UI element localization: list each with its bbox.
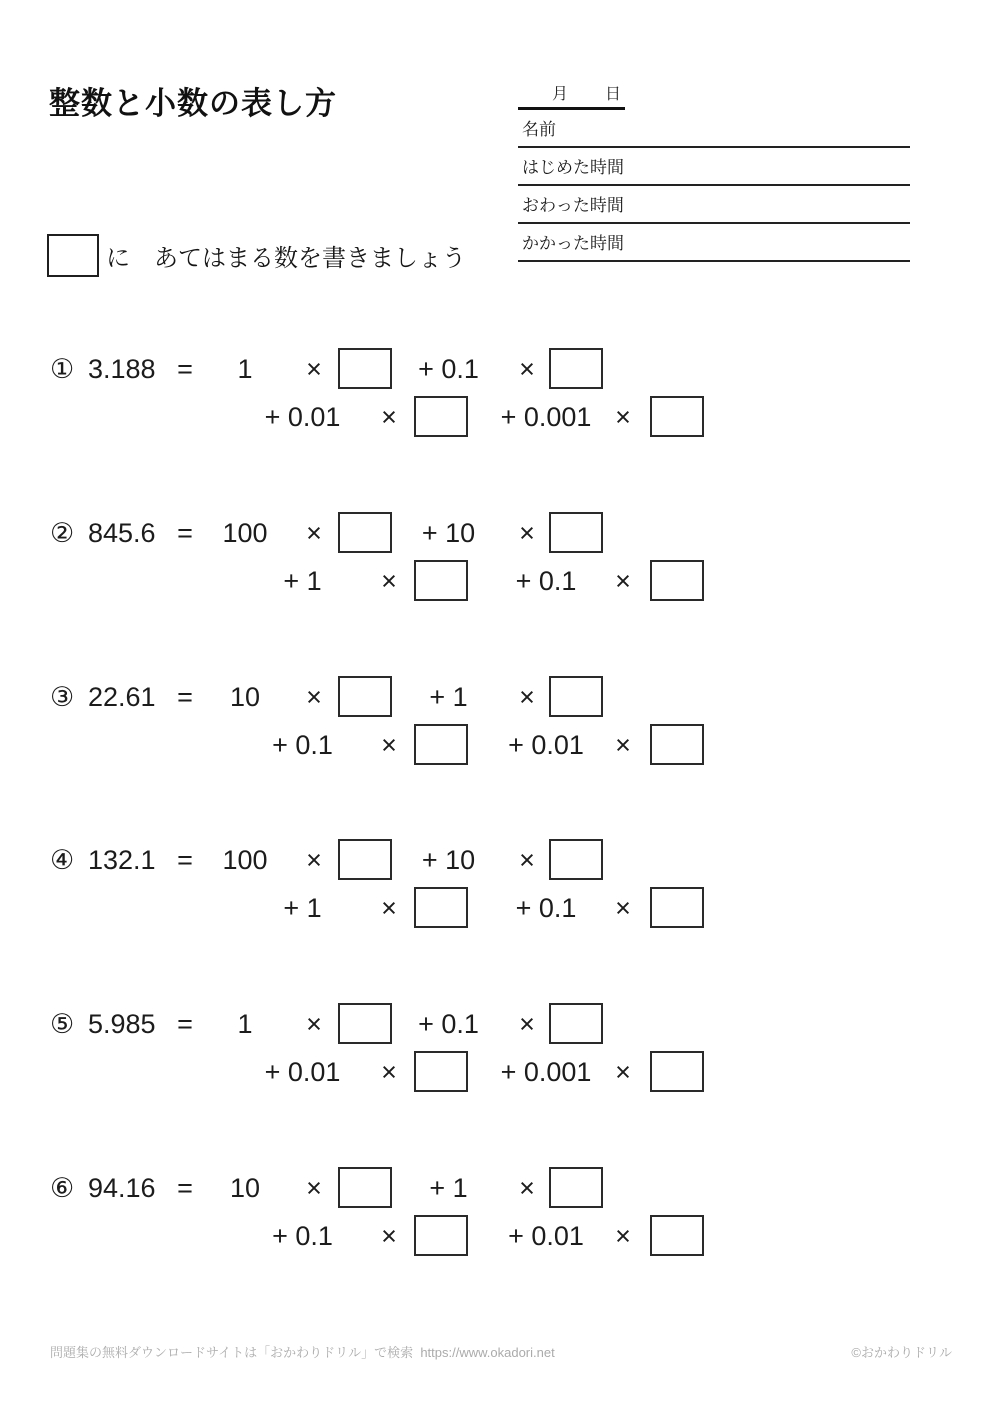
target-value: 94.16 xyxy=(88,1173,156,1203)
times-sign: × xyxy=(381,730,397,760)
plus-multiplier-2: + 10 xyxy=(421,845,476,875)
answer-box[interactable] xyxy=(549,839,603,880)
multiplier-1: 10 xyxy=(229,682,261,712)
times-sign: × xyxy=(306,845,322,875)
plus-multiplier-3: + 0.01 xyxy=(264,402,341,432)
date-field[interactable] xyxy=(518,84,625,110)
header-form xyxy=(518,84,910,262)
equals-sign: = xyxy=(177,354,193,384)
times-sign: × xyxy=(381,893,397,923)
plus-multiplier-2: + 1 xyxy=(429,1173,468,1203)
answer-box[interactable] xyxy=(549,512,603,553)
times-sign: × xyxy=(519,518,535,548)
plus-multiplier-3: + 0.1 xyxy=(272,1221,333,1251)
plus-multiplier-4: + 0.001 xyxy=(500,402,592,432)
multiplier-1: 1 xyxy=(237,1009,253,1039)
end-time-label: おわった時間 xyxy=(522,196,624,215)
answer-box[interactable] xyxy=(338,348,392,389)
times-sign: × xyxy=(306,354,322,384)
times-sign: × xyxy=(306,1173,322,1203)
multiplier-1: 100 xyxy=(222,518,268,548)
start-time-input-area[interactable] xyxy=(624,148,910,178)
problem-number: ④ xyxy=(50,845,75,875)
name-field xyxy=(518,110,910,148)
plus-multiplier-2: + 0.1 xyxy=(418,354,479,384)
problem-3 xyxy=(50,676,730,771)
times-sign: × xyxy=(381,1221,397,1251)
problem-6 xyxy=(50,1167,730,1262)
times-sign: × xyxy=(381,1057,397,1087)
plus-multiplier-4: + 0.01 xyxy=(508,1221,584,1251)
start-time-field xyxy=(518,148,910,186)
times-sign: × xyxy=(615,1057,631,1087)
times-sign: × xyxy=(306,518,322,548)
problem-4 xyxy=(50,839,730,934)
footer xyxy=(50,1342,952,1361)
multiplier-1: 100 xyxy=(222,845,268,875)
times-sign: × xyxy=(615,402,631,432)
times-sign: × xyxy=(519,1173,535,1203)
problem-1 xyxy=(50,348,730,443)
answer-box[interactable] xyxy=(549,676,603,717)
target-value: 845.6 xyxy=(88,518,156,548)
start-time-label: はじめた時間 xyxy=(522,158,624,177)
problem-number: ② xyxy=(50,518,75,548)
name-input-area[interactable] xyxy=(556,110,910,140)
answer-box[interactable] xyxy=(414,887,468,928)
equals-sign: = xyxy=(177,1173,193,1203)
problem-5 xyxy=(50,1003,730,1098)
answer-box[interactable] xyxy=(414,1215,468,1256)
answer-box[interactable] xyxy=(650,724,704,765)
answer-box[interactable] xyxy=(650,887,704,928)
answer-box[interactable] xyxy=(549,348,603,389)
equals-sign: = xyxy=(177,845,193,875)
times-sign: × xyxy=(615,1221,631,1251)
multiplier-1: 10 xyxy=(229,1173,261,1203)
multiplier-1: 1 xyxy=(237,354,253,384)
problem-number: ③ xyxy=(50,682,75,712)
instruction-text: に あてはまる数を書きましょう xyxy=(106,245,466,272)
plus-multiplier-4: + 0.1 xyxy=(515,893,577,923)
times-sign: × xyxy=(519,354,535,384)
answer-box[interactable] xyxy=(650,396,704,437)
times-sign: × xyxy=(306,1009,322,1039)
problem-2 xyxy=(50,512,730,607)
times-sign: × xyxy=(615,730,631,760)
answer-box[interactable] xyxy=(414,724,468,765)
day-label: 日 xyxy=(605,86,622,103)
target-value: 22.61 xyxy=(88,682,156,712)
times-sign: × xyxy=(615,566,631,596)
answer-box[interactable] xyxy=(650,1051,704,1092)
example-box xyxy=(47,234,99,277)
target-value: 132.1 xyxy=(88,845,156,875)
elapsed-time-field xyxy=(518,224,910,262)
answer-box[interactable] xyxy=(414,560,468,601)
problem-number: ① xyxy=(50,354,75,384)
elapsed-time-input-area[interactable] xyxy=(624,224,910,254)
plus-multiplier-2: + 1 xyxy=(429,682,468,712)
end-time-input-area[interactable] xyxy=(624,186,910,216)
plus-multiplier-2: + 0.1 xyxy=(418,1009,479,1039)
times-sign: × xyxy=(381,566,397,596)
target-value: 5.985 xyxy=(88,1009,156,1039)
times-sign: × xyxy=(519,845,535,875)
page-title: 整数と小数の表し方 xyxy=(49,86,337,121)
elapsed-time-label: かかった時間 xyxy=(522,234,624,253)
times-sign: × xyxy=(306,682,322,712)
answer-box[interactable] xyxy=(414,396,468,437)
month-label: 月 xyxy=(552,86,569,103)
equals-sign: = xyxy=(177,682,193,712)
equals-sign: = xyxy=(177,1009,193,1039)
times-sign: × xyxy=(381,402,397,432)
answer-box[interactable] xyxy=(338,1003,392,1044)
times-sign: × xyxy=(615,893,631,923)
plus-multiplier-4: + 0.001 xyxy=(500,1057,592,1087)
end-time-field xyxy=(518,186,910,224)
answer-box[interactable] xyxy=(338,676,392,717)
plus-multiplier-3: + 0.1 xyxy=(272,730,333,760)
footer-site-info: 問題集の無料ダウンロードサイトは「おかわりドリル」で検索 https://www.okadori.net xyxy=(50,1345,555,1360)
answer-box[interactable] xyxy=(650,560,704,601)
name-label: 名前 xyxy=(522,120,556,139)
problem-number: ⑥ xyxy=(50,1173,75,1203)
target-value: 3.188 xyxy=(88,354,156,384)
times-sign: × xyxy=(519,1009,535,1039)
plus-multiplier-3: + 1 xyxy=(283,566,322,596)
answer-box[interactable] xyxy=(338,839,392,880)
answer-box[interactable] xyxy=(414,1051,468,1092)
answer-box[interactable] xyxy=(650,1215,704,1256)
plus-multiplier-3: + 0.01 xyxy=(264,1057,341,1087)
answer-box[interactable] xyxy=(338,512,392,553)
plus-multiplier-2: + 10 xyxy=(421,518,476,548)
problem-number: ⑤ xyxy=(50,1009,75,1039)
equals-sign: = xyxy=(177,518,193,548)
footer-copyright: ©おかわりドリル xyxy=(851,1345,952,1360)
answer-box[interactable] xyxy=(338,1167,392,1208)
plus-multiplier-4: + 0.1 xyxy=(515,566,577,596)
instruction-row xyxy=(47,234,466,277)
answer-box[interactable] xyxy=(549,1003,603,1044)
plus-multiplier-3: + 1 xyxy=(283,893,322,923)
answer-box[interactable] xyxy=(549,1167,603,1208)
times-sign: × xyxy=(519,682,535,712)
plus-multiplier-4: + 0.01 xyxy=(508,730,584,760)
